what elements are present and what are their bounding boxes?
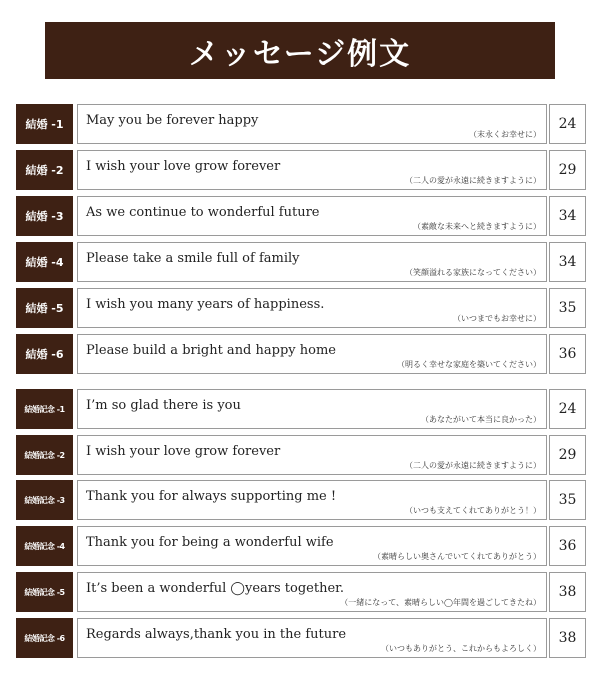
row-number: 34 xyxy=(549,242,586,282)
english-message: As we continue to wonderful future xyxy=(86,205,320,220)
row-number: 24 xyxy=(549,389,586,429)
row-tag: 結婚記念 -4 xyxy=(16,526,73,566)
message-row xyxy=(16,480,586,520)
row-tag: 結婚 -4 xyxy=(16,242,73,282)
english-message: I wish your love grow forever xyxy=(86,444,281,459)
japanese-translation: （末永くお幸せに） xyxy=(469,130,541,139)
message-box xyxy=(77,480,547,520)
message-row xyxy=(16,526,586,566)
message-box xyxy=(77,618,547,658)
japanese-translation: （いつも支えてくれてありがとう！） xyxy=(405,506,541,515)
japanese-translation: （いつまでもお幸せに） xyxy=(453,314,541,323)
japanese-translation: （明るく幸せな家庭を築いてください） xyxy=(397,360,541,369)
english-message: Thank you for being a wonderful wife xyxy=(86,535,334,550)
english-message: I wish your love grow forever xyxy=(86,159,281,174)
japanese-translation: （一緒になって、素晴らしい◯年間を過ごしてきたね） xyxy=(340,598,541,607)
message-box xyxy=(77,572,547,612)
japanese-translation: （素敵な未来へと続きますように） xyxy=(413,222,541,231)
row-number: 35 xyxy=(549,288,586,328)
japanese-translation: （二人の愛が永遠に続きますように） xyxy=(405,461,541,470)
message-row xyxy=(16,618,586,658)
english-message: Please build a bright and happy home xyxy=(86,343,336,358)
row-tag: 結婚記念 -2 xyxy=(16,435,73,475)
message-row xyxy=(16,104,586,144)
japanese-translation: （あなたがいて本当に良かった） xyxy=(421,415,541,424)
row-number: 38 xyxy=(549,618,586,658)
row-tag: 結婚 -3 xyxy=(16,196,73,236)
message-row xyxy=(16,288,586,328)
japanese-translation: （いつもありがとう、これからもよろしく） xyxy=(381,644,541,653)
row-number: 29 xyxy=(549,150,586,190)
row-tag: 結婚記念 -3 xyxy=(16,480,73,520)
row-number: 34 xyxy=(549,196,586,236)
message-box xyxy=(77,288,547,328)
message-row xyxy=(16,435,586,475)
row-tag: 結婚記念 -5 xyxy=(16,572,73,612)
english-message: I wish you many years of happiness. xyxy=(86,297,325,312)
english-message: Thank you for always supporting me ! xyxy=(86,489,337,504)
message-row xyxy=(16,572,586,612)
message-box xyxy=(77,389,547,429)
english-message: May you be forever happy xyxy=(86,113,259,128)
message-box xyxy=(77,435,547,475)
row-number: 24 xyxy=(549,104,586,144)
japanese-translation: （二人の愛が永遠に続きますように） xyxy=(405,176,541,185)
message-row xyxy=(16,150,586,190)
message-row xyxy=(16,389,586,429)
message-box xyxy=(77,150,547,190)
english-message: Please take a smile full of family xyxy=(86,251,300,266)
page-title: メッセージ例文 xyxy=(45,22,555,79)
row-number: 35 xyxy=(549,480,586,520)
row-number: 36 xyxy=(549,334,586,374)
row-number: 29 xyxy=(549,435,586,475)
row-tag: 結婚記念 -6 xyxy=(16,618,73,658)
row-tag: 結婚 -1 xyxy=(16,104,73,144)
japanese-translation: （素晴らしい奥さんでいてくれてありがとう） xyxy=(373,552,541,561)
japanese-translation: （笑顔溢れる家族になってください） xyxy=(405,268,541,277)
english-message: Regards always,thank you in the future xyxy=(86,627,347,642)
message-box xyxy=(77,196,547,236)
message-row xyxy=(16,334,586,374)
message-row xyxy=(16,242,586,282)
row-number: 36 xyxy=(549,526,586,566)
row-tag: 結婚記念 -1 xyxy=(16,389,73,429)
english-message: I’m so glad there is you xyxy=(86,398,241,413)
english-message: It’s been a wonderful ◯years together. xyxy=(86,581,345,596)
message-box xyxy=(77,242,547,282)
row-tag: 結婚 -6 xyxy=(16,334,73,374)
message-box xyxy=(77,104,547,144)
message-box xyxy=(77,334,547,374)
row-tag: 結婚 -5 xyxy=(16,288,73,328)
row-number: 38 xyxy=(549,572,586,612)
row-tag: 結婚 -2 xyxy=(16,150,73,190)
message-box xyxy=(77,526,547,566)
message-row xyxy=(16,196,586,236)
